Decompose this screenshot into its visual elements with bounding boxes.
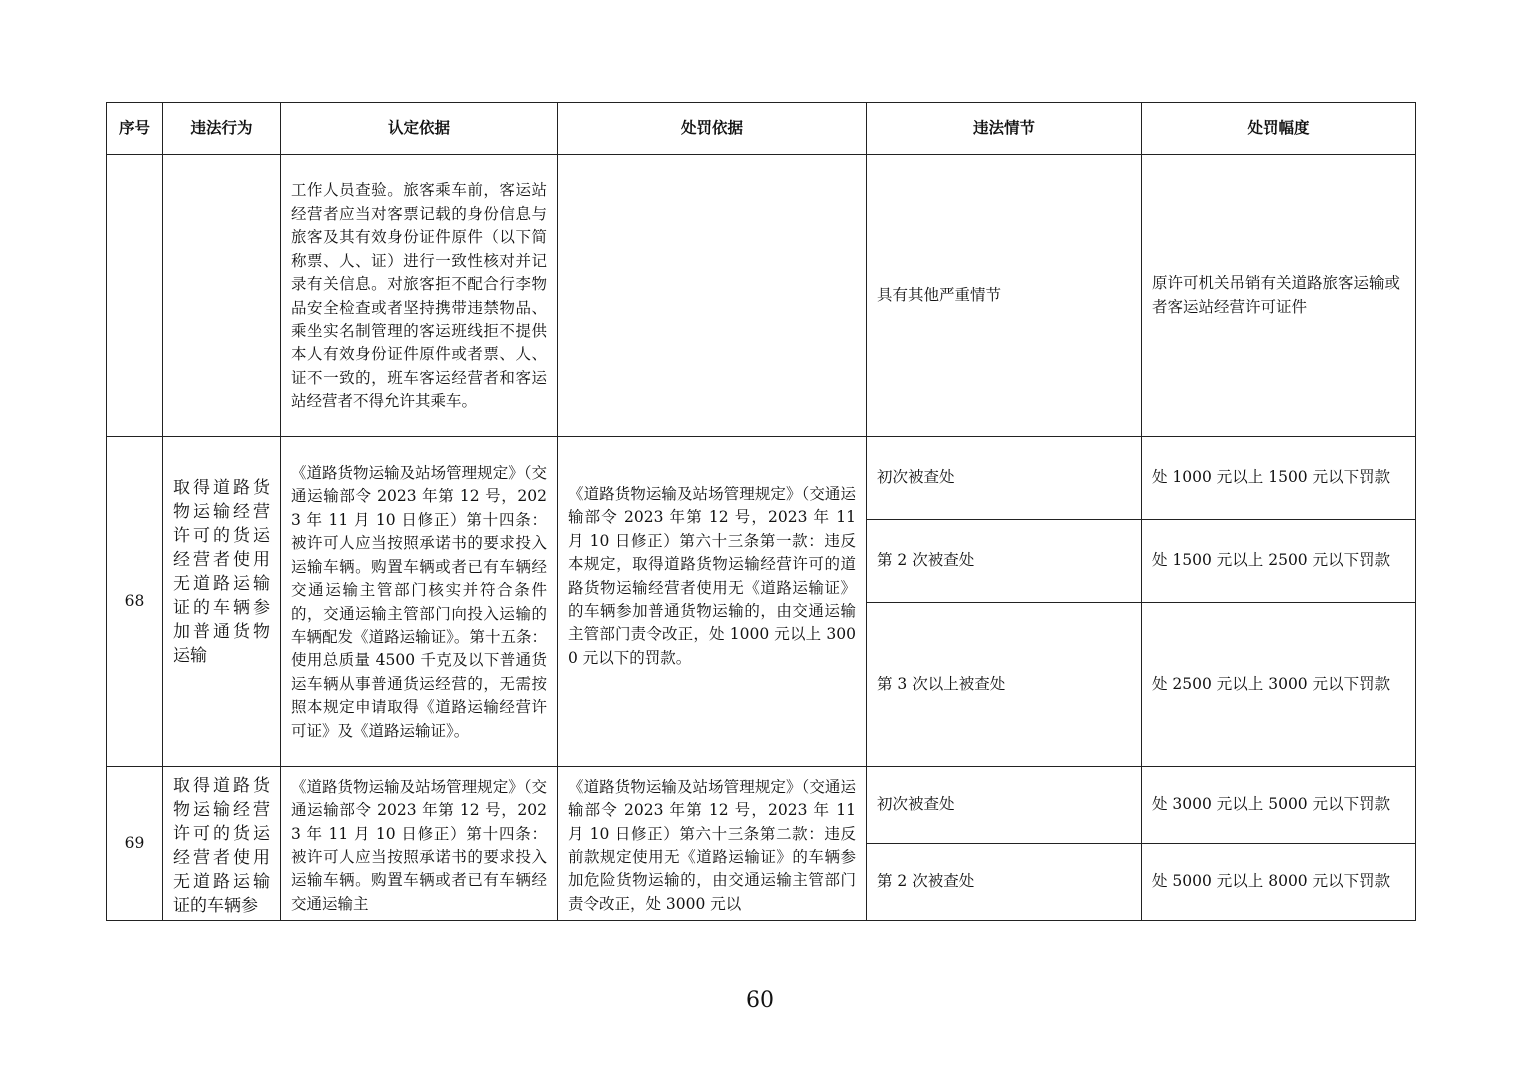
penalty-table	[106, 102, 1416, 921]
cont-range-cell: 原许可机关吊销有关道路旅客运输或者客运站经营许可证件	[1142, 155, 1416, 437]
row69-tier1-circumstance: 初次被查处	[867, 767, 1142, 844]
row69-num: 69	[107, 767, 163, 921]
row68-tier3-range: 处 2500 元以上 3000 元以下罚款	[1142, 603, 1416, 767]
row68-tier1-circumstance: 初次被查处	[867, 437, 1142, 520]
row68-num: 68	[107, 437, 163, 767]
row69-act: 取得道路货物运输经营许可的货运经营者使用无道路运输证的车辆参	[163, 767, 281, 921]
cont-act-cell	[163, 155, 281, 437]
page-number: 60	[746, 988, 774, 1013]
header-basis: 认定依据	[281, 103, 558, 155]
row68-tier3-circumstance: 第 3 次以上被查处	[867, 603, 1142, 767]
row68-tier1-range: 处 1000 元以上 1500 元以下罚款	[1142, 437, 1416, 520]
header-range: 处罚幅度	[1142, 103, 1416, 155]
row69-basis: 《道路货物运输及站场管理规定》（交通运输部令 2023 年第 12 号，2023 年 11 月 10 日修正）第十四条：被许可人应当按照承诺书的要求投入运输车辆。购置车辆或者已有车辆经交通运输主	[281, 767, 558, 921]
row68-act: 取得道路货物运输经营许可的货运经营者使用无道路运输证的车辆参加普通货物运输	[163, 437, 281, 767]
cont-penalty-cell	[558, 155, 867, 437]
header-row	[107, 103, 1416, 155]
row69-tier1-range: 处 3000 元以上 5000 元以下罚款	[1142, 767, 1416, 844]
cont-circumstance-cell: 具有其他严重情节	[867, 155, 1142, 437]
header-act: 违法行为	[163, 103, 281, 155]
header-seq: 序号	[107, 103, 163, 155]
row68-tier2-circumstance: 第 2 次被查处	[867, 520, 1142, 603]
row69-penalty-basis: 《道路货物运输及站场管理规定》（交通运输部令 2023 年第 12 号，2023 年 11 月 10 日修正）第六十三条第二款：违反前款规定使用无《道路运输证》的车辆参加危险货物运输的，由交通运输主管部门责令改正，处 3000 元以	[558, 767, 867, 921]
cont-num-cell	[107, 155, 163, 437]
row68-tier2-range: 处 1500 元以上 2500 元以下罚款	[1142, 520, 1416, 603]
header-circumstance: 违法情节	[867, 103, 1142, 155]
header-penalty-basis: 处罚依据	[558, 103, 867, 155]
row68-penalty-basis: 《道路货物运输及站场管理规定》（交通运输部令 2023 年第 12 号，2023 年 11 月 10 日修正）第六十三条第一款：违反本规定，取得道路货物运输经营许可的道路货物运输经营者使用无《道路运输证》的车辆参加普通货物运输的，由交通运输主管部门责令改正，处 1000 元以上 3000 元以下的罚款。	[558, 437, 867, 767]
table-row-69	[107, 767, 1416, 844]
table-row-continuation	[107, 155, 1416, 437]
row68-basis: 《道路货物运输及站场管理规定》（交通运输部令 2023 年第 12 号，2023 年 11 月 10 日修正）第十四条：被许可人应当按照承诺书的要求投入运输车辆。购置车辆或者已有车辆经交通运输主管部门核实并符合条件的，交通运输主管部门向投入运输的车辆配发《道路运输证》。第十五条：使用总质量 4500 千克及以下普通货运车辆从事普通货运经营的，无需按照本规定申请取得《道路运输经营许可证》及《道路运输证》。	[281, 437, 558, 767]
cont-basis-cell: 工作人员查验。旅客乘车前，客运站经营者应当对客票记载的身份信息与旅客及其有效身份证件原件（以下简称票、人、证）进行一致性核对并记录有关信息。对旅客拒不配合行李物品安全检查或者坚持携带违禁物品、乘坐实名制管理的客运班线拒不提供本人有效身份证件原件或者票、人、证不一致的，班车客运经营者和客运站经营者不得允许其乘车。	[281, 155, 558, 437]
row69-tier2-range: 处 5000 元以上 8000 元以下罚款	[1142, 844, 1416, 921]
table-row-68	[107, 437, 1416, 520]
row69-tier2-circumstance: 第 2 次被查处	[867, 844, 1142, 921]
